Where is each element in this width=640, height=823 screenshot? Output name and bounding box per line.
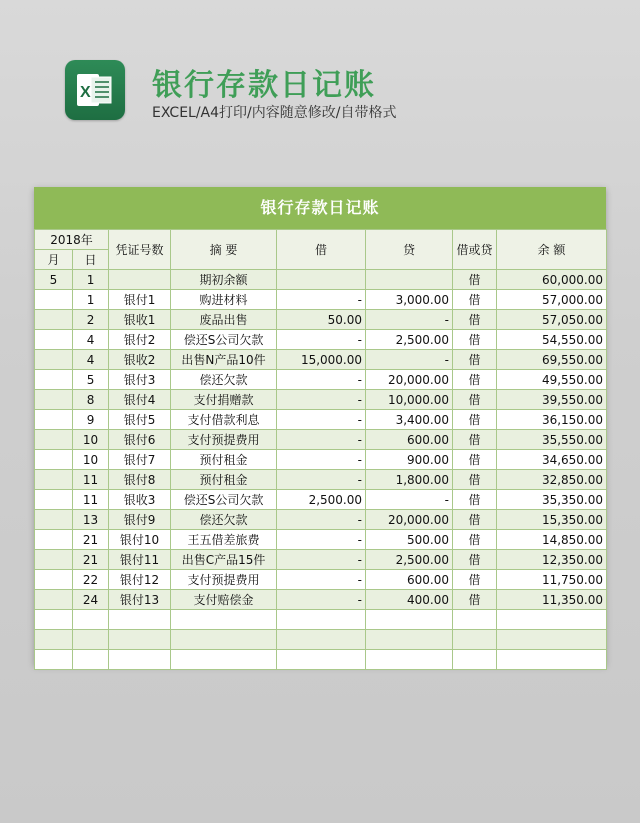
cell-credit[interactable]: 500.00 [366,530,453,550]
cell-voucher[interactable]: 银付11 [109,550,171,570]
cell-month[interactable] [35,630,73,650]
table-row [35,550,607,570]
cell-direction[interactable]: 借 [453,450,497,470]
cell-summary[interactable]: 偿还S公司欠款 [171,330,277,350]
cell-summary[interactable]: 购进材料 [171,290,277,310]
col-header-direction: 借或贷 [453,230,497,270]
cell-month[interactable] [35,390,73,410]
cell-debit[interactable]: - [277,330,366,350]
cell-balance[interactable]: 69,550.00 [497,350,607,370]
cell-balance[interactable]: 35,550.00 [497,430,607,450]
page-title: 银行存款日记账 [152,68,376,103]
cell-day[interactable]: 9 [73,410,109,430]
table-row [35,310,607,330]
cell-summary[interactable]: 支付预提费用 [171,570,277,590]
cell-debit[interactable] [277,270,366,290]
cell-day[interactable]: 5 [73,370,109,390]
cell-balance[interactable]: 54,550.00 [497,330,607,350]
cell-day[interactable]: 2 [73,310,109,330]
cell-day[interactable]: 10 [73,450,109,470]
cell-summary[interactable] [171,650,277,670]
cell-balance[interactable]: 32,850.00 [497,470,607,490]
cell-balance[interactable]: 12,350.00 [497,550,607,570]
cell-month[interactable] [35,410,73,430]
excel-logo-graphic [65,60,125,120]
col-header-balance: 余 额 [497,230,607,270]
cell-debit[interactable]: - [277,550,366,570]
cell-debit[interactable]: - [277,570,366,590]
cell-summary[interactable]: 废品出售 [171,310,277,330]
cell-credit[interactable]: - [366,350,453,370]
cell-direction[interactable]: 借 [453,470,497,490]
cell-balance[interactable]: 36,150.00 [497,410,607,430]
cell-credit[interactable]: 20,000.00 [366,510,453,530]
cell-voucher[interactable]: 银付9 [109,510,171,530]
cell-voucher[interactable]: 银付7 [109,450,171,470]
cell-summary[interactable]: 王五借差旅费 [171,530,277,550]
cell-voucher[interactable]: 银付12 [109,570,171,590]
cell-summary[interactable]: 支付借款利息 [171,410,277,430]
cell-debit[interactable]: - [277,450,366,470]
cell-balance[interactable]: 11,350.00 [497,590,607,610]
cell-voucher[interactable]: 银收3 [109,490,171,510]
cell-credit[interactable]: 10,000.00 [366,390,453,410]
cell-summary[interactable]: 期初余额 [171,270,277,290]
excel-icon [65,60,125,120]
cell-direction[interactable]: 借 [453,330,497,350]
cell-summary[interactable]: 支付赔偿金 [171,590,277,610]
cell-voucher[interactable]: 银付13 [109,590,171,610]
cell-day[interactable]: 4 [73,350,109,370]
cell-day[interactable]: 8 [73,390,109,410]
cell-day[interactable]: 22 [73,570,109,590]
cell-balance[interactable]: 15,350.00 [497,510,607,530]
cell-voucher[interactable] [109,650,171,670]
cell-credit[interactable] [366,630,453,650]
table-body [35,270,607,670]
cell-direction[interactable] [453,650,497,670]
cell-month[interactable] [35,490,73,510]
cell-credit[interactable]: 3,000.00 [366,290,453,310]
cell-debit[interactable]: - [277,510,366,530]
cell-voucher[interactable]: 银付1 [109,290,171,310]
cell-direction[interactable]: 借 [453,350,497,370]
cell-balance[interactable]: 35,350.00 [497,490,607,510]
col-header-day: 日 [73,250,109,270]
table-row [35,570,607,590]
cell-direction[interactable]: 借 [453,590,497,610]
cell-month[interactable] [35,590,73,610]
cell-credit[interactable]: 2,500.00 [366,550,453,570]
cell-summary[interactable]: 偿还欠款 [171,370,277,390]
col-header-summary: 摘 要 [171,230,277,270]
cell-summary[interactable]: 预付租金 [171,450,277,470]
col-header-year: 2018年 [35,230,109,250]
cell-day[interactable]: 1 [73,290,109,310]
cell-credit[interactable]: 1,800.00 [366,470,453,490]
cell-debit[interactable]: - [277,470,366,490]
cell-direction[interactable]: 借 [453,530,497,550]
cell-debit[interactable]: 50.00 [277,310,366,330]
table-row [35,490,607,510]
cell-balance[interactable]: 57,000.00 [497,290,607,310]
cell-direction[interactable]: 借 [453,570,497,590]
cell-debit[interactable] [277,650,366,670]
cell-credit[interactable]: 2,500.00 [366,330,453,350]
cell-balance[interactable] [497,610,607,630]
table-row [35,370,607,390]
cell-voucher[interactable]: 银付6 [109,430,171,450]
col-header-voucher: 凭证号数 [109,230,171,270]
cell-debit[interactable]: 2,500.00 [277,490,366,510]
cell-debit[interactable]: - [277,410,366,430]
cell-day[interactable] [73,650,109,670]
cell-day[interactable] [73,610,109,630]
cell-debit[interactable] [277,630,366,650]
cell-direction[interactable] [453,630,497,650]
cell-direction[interactable]: 借 [453,390,497,410]
col-header-month: 月 [35,250,73,270]
cell-day[interactable]: 21 [73,530,109,550]
cell-voucher[interactable]: 银收2 [109,350,171,370]
ledger-sheet [34,187,606,665]
cell-debit[interactable]: - [277,590,366,610]
cell-debit[interactable]: - [277,390,366,410]
cell-direction[interactable]: 借 [453,310,497,330]
cell-debit[interactable] [277,610,366,630]
cell-voucher[interactable]: 银付2 [109,330,171,350]
cell-month[interactable] [35,470,73,490]
cell-direction[interactable] [453,610,497,630]
cell-direction[interactable]: 借 [453,510,497,530]
cell-credit[interactable]: - [366,490,453,510]
cell-month[interactable] [35,530,73,550]
cell-balance[interactable]: 57,050.00 [497,310,607,330]
table-row [35,630,607,650]
cell-month[interactable] [35,310,73,330]
cell-month[interactable] [35,370,73,390]
cell-month[interactable] [35,650,73,670]
table-row [35,610,607,630]
cell-direction[interactable]: 借 [453,290,497,310]
ledger-table [34,229,607,670]
cell-voucher[interactable] [109,270,171,290]
cell-direction[interactable]: 借 [453,490,497,510]
cell-month[interactable]: 5 [35,270,73,290]
cell-summary[interactable]: 出售N产品10件 [171,350,277,370]
table-row [35,290,607,310]
cell-voucher[interactable]: 银付5 [109,410,171,430]
cell-voucher[interactable]: 银付10 [109,530,171,550]
table-row [35,270,607,290]
cell-credit[interactable] [366,610,453,630]
cell-balance[interactable]: 39,550.00 [497,390,607,410]
cell-summary[interactable]: 支付预提费用 [171,430,277,450]
cell-direction[interactable]: 借 [453,430,497,450]
cell-month[interactable] [35,550,73,570]
table-header [35,230,607,270]
table-row [35,590,607,610]
cell-day[interactable]: 11 [73,470,109,490]
cell-direction[interactable]: 借 [453,410,497,430]
table-row [35,390,607,410]
cell-day[interactable]: 21 [73,550,109,570]
cell-month[interactable] [35,610,73,630]
cell-credit[interactable]: 20,000.00 [366,370,453,390]
cell-summary[interactable]: 支付捐赠款 [171,390,277,410]
table-row [35,450,607,470]
excel-logo-letter: X [80,84,91,101]
cell-debit[interactable]: - [277,430,366,450]
cell-balance[interactable] [497,630,607,650]
sheet-banner-title: 银行存款日记账 [34,187,606,229]
cell-credit[interactable] [366,270,453,290]
cell-debit[interactable]: - [277,290,366,310]
cell-balance[interactable]: 11,750.00 [497,570,607,590]
cell-credit[interactable]: 600.00 [366,570,453,590]
cell-credit[interactable]: 900.00 [366,450,453,470]
table-row [35,510,607,530]
cell-summary[interactable] [171,610,277,630]
cell-day[interactable] [73,630,109,650]
cell-day[interactable]: 10 [73,430,109,450]
cell-direction[interactable]: 借 [453,270,497,290]
cell-balance[interactable]: 34,650.00 [497,450,607,470]
cell-month[interactable] [35,330,73,350]
table-row [35,470,607,490]
cell-debit[interactable]: 15,000.00 [277,350,366,370]
cell-day[interactable]: 24 [73,590,109,610]
cell-month[interactable] [35,350,73,370]
cell-day[interactable]: 1 [73,270,109,290]
table-row [35,430,607,450]
cell-summary[interactable]: 偿还S公司欠款 [171,490,277,510]
cell-debit[interactable]: - [277,530,366,550]
cell-debit[interactable]: - [277,370,366,390]
table-row [35,650,607,670]
cell-summary[interactable] [171,630,277,650]
cell-voucher[interactable]: 银收1 [109,310,171,330]
cell-balance[interactable]: 60,000.00 [497,270,607,290]
cell-summary[interactable]: 偿还欠款 [171,510,277,530]
cell-voucher[interactable] [109,610,171,630]
cell-day[interactable]: 4 [73,330,109,350]
cell-credit[interactable]: 400.00 [366,590,453,610]
cell-balance[interactable]: 49,550.00 [497,370,607,390]
cell-voucher[interactable]: 银付8 [109,470,171,490]
cell-credit[interactable]: 600.00 [366,430,453,450]
col-header-debit: 借 [277,230,366,270]
cell-voucher[interactable]: 银付3 [109,370,171,390]
cell-day[interactable]: 11 [73,490,109,510]
page-subtitle: EXCEL/A4打印/内容随意修改/自带格式 [152,105,397,121]
cell-credit[interactable] [366,650,453,670]
cell-direction[interactable]: 借 [453,550,497,570]
cell-month[interactable] [35,450,73,470]
cell-summary[interactable]: 预付租金 [171,470,277,490]
cell-balance[interactable]: 14,850.00 [497,530,607,550]
cell-direction[interactable]: 借 [453,370,497,390]
cell-day[interactable]: 13 [73,510,109,530]
table-row [35,330,607,350]
table-row [35,350,607,370]
cell-voucher[interactable]: 银付4 [109,390,171,410]
col-header-credit: 贷 [366,230,453,270]
cell-credit[interactable]: - [366,310,453,330]
cell-voucher[interactable] [109,630,171,650]
cell-balance[interactable] [497,650,607,670]
table-row [35,530,607,550]
table-row [35,410,607,430]
cell-month[interactable] [35,510,73,530]
cell-credit[interactable]: 3,400.00 [366,410,453,430]
cell-month[interactable] [35,570,73,590]
cell-month[interactable] [35,430,73,450]
cell-month[interactable] [35,290,73,310]
cell-summary[interactable]: 出售C产品15件 [171,550,277,570]
